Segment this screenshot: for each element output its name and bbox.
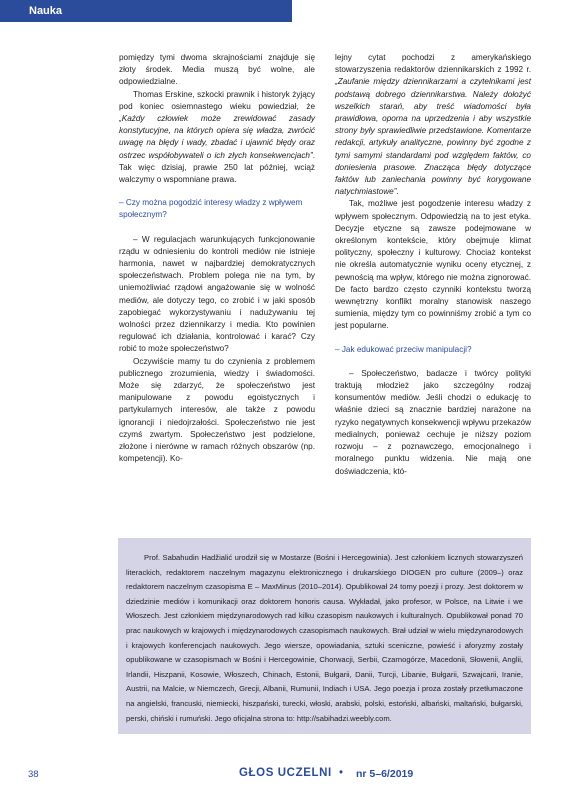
paragraph-text: . Tak więc dzisiaj, prawie 250 lat później, wciąż walczymy o wspomniane prawa.	[119, 150, 315, 185]
paragraph: Oczywiście mamy tu do czynienia z problemem publicznego zrozumienia, wiedzy i świadomości. Może się zdarzyć, że społeczeństwo jest manipulowane z powodu egoistycznych i partykularnych interesów, ale także z powodu ignorancji i niedojrzałości. Społeczeństwo nie jest czymś zwartym. Społeczeństwo jest podzielone, złożone i nierówne w ramach różnych obszarów (np. kompetencji). Ko-	[119, 356, 315, 464]
paragraph: pomiędzy tymi dwoma skrajnościami znajduje się złoty środek. Media muszą być wolne, ale odpowiedzialne.	[119, 53, 315, 87]
paragraph: Tak, możliwe jest pogodzenie interesu władzy z wpływem społecznym. Odpowiedzią na to jest etyka. Decyzje etyczne są zawsze podejmowane w określonym kontekście, który obejmuje klimat polityczny, społeczny i kulturowy. Chociaż kontekst nie określa automatycznie wyniku oceny etycznej, z pewnością ma wpływ, którego nie można zignorować. De facto bardzo często czynniki kontekstu tworzą wewnętrzny konflikt moralny stanowisk naszego sumienia, między tym co powinniśmy zrobić a tym co jest popularne.	[335, 199, 531, 331]
section-label: Nauka	[29, 5, 63, 17]
footer-separator: •	[339, 767, 344, 779]
quotation: „Zaufanie między dziennikarzami a czytelnikami jest podstawą dobrego dziennikarstwa. Należy dołożyć wszelkich starań, aby treść wiadomości była prawidłowa, oporna na uprzedzenia i aby wszystkie strony były sprawiedliwie przedstawione. Komentarze redakcji, artykuły analityczne, powinny być zgodne z tymi samymi standardami pod względem faktów, co doniesienia prasowe. Znacząca błędy dotyczące faktów lub zaniechania powinny być korygowane natychmiastowe”	[335, 77, 531, 197]
page-number: 38	[28, 769, 39, 780]
magazine-title: GŁOS UCZELNI	[239, 767, 332, 779]
right-column	[335, 52, 531, 478]
paragraph-text: .	[396, 187, 399, 197]
issue-number: nr 5–6/2019	[356, 768, 414, 780]
quotation: „Każdy człowiek może zrewidować zasady konstytucyjne, na których opiera się władza, zwrócić uwagę na błędy i wady, zbadać i ujawnić błędy oraz ostrzec współobywateli o ich złych konsekwencjach”	[119, 114, 315, 160]
left-column	[119, 52, 315, 466]
section-tab	[0, 0, 292, 22]
paragraph-text: lejny cytat pochodzi z amerykańskiego stowarzyszenia redaktorów dziennikarskich z 1992 r.	[335, 53, 531, 75]
paragraph-text: Thomas Erskine, szkocki prawnik i historyk żyjący pod koniec osiemnastego wieku powiedział, że	[119, 89, 315, 111]
paragraph	[335, 52, 531, 198]
paragraph: – Społeczeństwo, badacze i twórcy polityki traktują młodzież jako szczególny rodzaj konsumentów mediów. Jeśli chodzi o edukację to właśnie dzieci są znacznie bardziej narażone na ryzyko negatywnych konsekwencji wpływu przekazów medialnych, ponieważ cechuje je niższy poziom rozwoju – z poznawczego, emocjonalnego i moralnego punktu widzenia. Nie mają one doświadczenia, któ-	[335, 368, 531, 476]
interview-question: – Jak edukować przeciw manipulacji?	[335, 344, 472, 354]
author-bio: Prof. Sabahudin Hadžialić urodził się w Mostarze (Bośni i Hercegowinia). Jest członkiem licznych stowarzyszeń literackich, redaktorem naczelnym magazynu elektronicznego i drukarskiego DIOGEN pro culture (2009–) oraz redaktorem naczelnym czasopisma E – MaxMinus (2010–2014). Opublikował 24 tomy poezji i prozy. Jest doktorem w dziedzinie mediów i komunikacji oraz doktorem honoris causa. Wykładał, jako profesor, w Polsce, na Litwie i we Włoszech. Jest członkiem międzynarodowych rad kilku czasopism naukowych i kulturalnych. Opublikował ponad 70 prac naukowych w krajowych i międzynarodowych czasopismach naukowych. Brał udział w wielu międzynarodowych i krajowych konferencjach naukowych. Jego wiersze, opowiadania, sztuki sceniczne, powieść i aforyzmy zostały opublikowane w czasopismach w Bośni i Hercegowinie, Chorwacji, Serbii, Czarnogórze, Macedonii, Słowenii, Anglii, Irlandii, Hiszpanii, Kosowie, Włoszech, Chinach, Estonii, Bułgarii, Danii, Turcji, Libanie, Bułgarii, Szwajcarii, Iranie, Austrii, na Malcie, w Niemczech, Grecji, Albanii, Rumunii, Indiach i USA. Jego poezja i proza zostały przetłumaczone na angielski, francuski, niemiecki, hiszpański, turecki, włoski, arabski, polski, estoński, albański, maltański, bułgarski, perski, chiński i rumuński. Jego oficjalna strona to: http://sabihadzi.weebly.com.	[126, 553, 523, 723]
paragraph: – W regulacjach warunkujących funkcjonowanie rządu w odniesieniu do kontroli mediów nie istnieje harmonia, nawet w najbardziej demokratycznych społeczeństwach. Problem polega nie na tym, by uniemożliwiać rządowi angażowanie się w wolność mediów, ale dotyczy tego, co zrobić i w jaki sposób zapobiegać wykorzystywaniu i nadużywaniu tej wolności przez dziennikarzy i media. Kto powinien regulować ich działania, kontrolować i karać? Czy robić to może społeczeństwo?	[119, 234, 315, 354]
author-bio-box	[118, 538, 531, 734]
interview-question: – Czy można pogodzić interesy władzy z wpływem społecznym?	[119, 198, 303, 220]
paragraph	[119, 89, 315, 187]
